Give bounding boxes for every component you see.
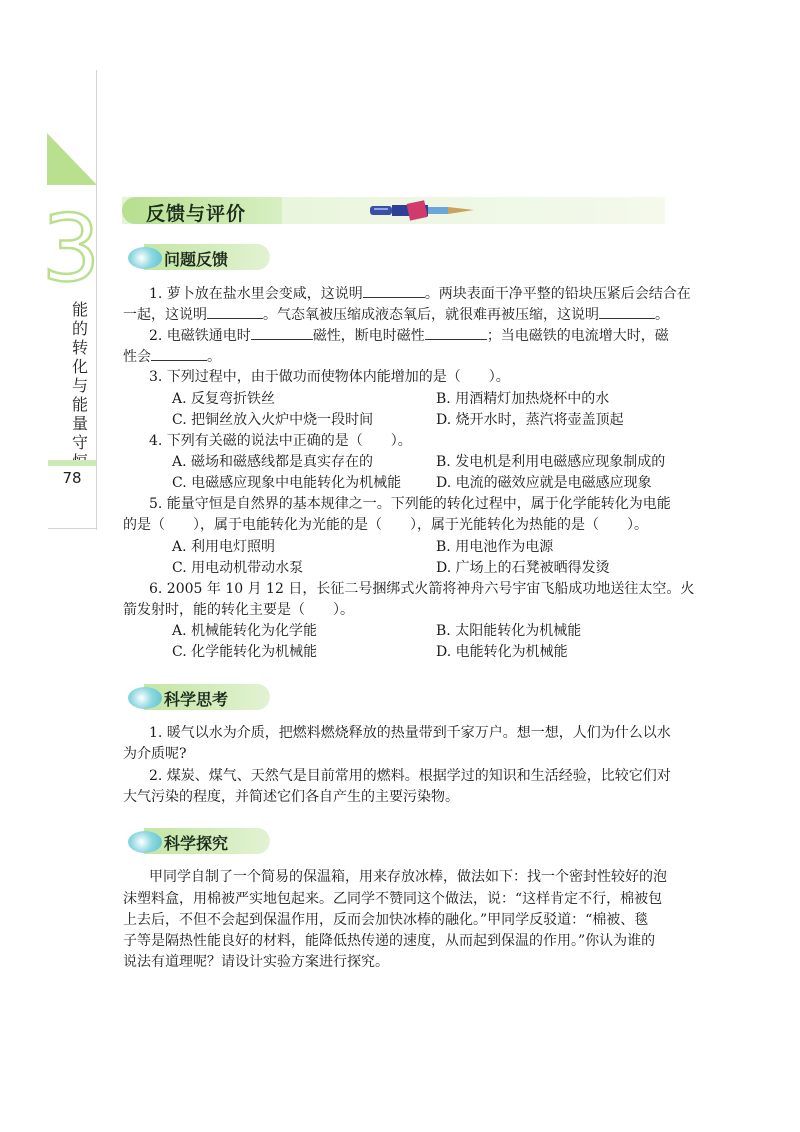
question-6-line-2: 箭发射时，能的转化主要是（ ）。 <box>123 602 354 618</box>
question-5-line-2: 的是（ ），属于电能转化为光能的是（ ），属于光能转化为热能的是（ ）。 <box>123 517 648 533</box>
fountain-pen-icon <box>370 200 480 222</box>
question-1-line-2: 一起，这说明 。气态氧被压缩成液态氧后，就很难再被压缩，这说明 。 <box>123 304 669 325</box>
question-4-option-c: C. 电磁感应现象中电能转化为机械能 <box>172 475 402 491</box>
question-4-option-d: D. 电流的磁效应就是电磁感应现象 <box>436 475 652 491</box>
page-number: 78 <box>48 460 96 494</box>
question-4: 4. 下列有关磁的说法中正确的是（ ）。 <box>149 433 412 449</box>
section-header-bubble <box>128 831 162 853</box>
thinking-2-line-2: 大气污染的程度，并简述它们各自产生的主要污染物。 <box>123 789 459 805</box>
question-3-option-d: D. 烧开水时，蒸汽将壶盖顶起 <box>436 412 624 428</box>
blank <box>599 304 655 319</box>
section-header-bubble <box>128 687 162 709</box>
question-4-option-b: B. 发电机是利用电磁感应现象制成的 <box>436 454 666 470</box>
section-header-label: 科学思考 <box>164 690 229 709</box>
question-3-option-b: B. 用酒精灯加热烧杯中的水 <box>436 391 610 407</box>
question-1-line-1: 1. 萝卜放在盐水里会变咸，这说明 。两块表面干净平整的铅块压紧后会结合在 <box>149 283 691 304</box>
section-header-thinking <box>128 684 278 712</box>
blank <box>425 325 487 340</box>
question-6-line-1: 6. 2005 年 10 月 12 日，长征二号捆绑式火箭将神舟六号宇宙飞船成功地送往太空。火 <box>149 581 695 597</box>
question-5-option-b: B. 用电池作为电源 <box>436 539 554 555</box>
blank <box>251 325 313 340</box>
chapter-number <box>41 195 101 302</box>
chapter-number-text: 3 <box>41 195 101 302</box>
thinking-2-line-1: 2. 煤炭、煤气、天然气是目前常用的燃料。根据学过的知识和生活经验，比较它们对 <box>149 768 671 784</box>
section-header-label: 问题反馈 <box>164 250 229 269</box>
question-6-option-d: D. 电能转化为机械能 <box>436 644 568 660</box>
blank <box>207 304 263 319</box>
blank <box>151 346 207 361</box>
question-4-option-a: A. 磁场和磁感线都是真实存在的 <box>172 454 374 470</box>
blank <box>363 283 425 298</box>
inquiry-line-1: 甲同学自制了一个简易的保温箱，用来存放冰棒，做法如下：找一个密封性较好的泡 <box>149 869 667 885</box>
corner-triangle-decoration <box>47 133 97 185</box>
section-header-feedback <box>128 244 278 272</box>
question-3: 3. 下列过程中，由于做功而使物体内能增加的是（ ）。 <box>149 369 510 385</box>
section-header-label: 科学探究 <box>164 834 229 853</box>
question-2-line-1: 2. 电磁铁通电时 磁性，断电时磁性 ；当电磁铁的电流增大时，磁 <box>149 325 669 346</box>
question-3-option-a: A. 反复弯折铁丝 <box>172 391 276 407</box>
chapter-title: 能的转化与能量守 <box>71 300 88 452</box>
section-header-bubble <box>128 247 162 269</box>
question-2-line-2: 性会 。 <box>123 346 221 367</box>
question-6-option-a: A. 机械能转化为化学能 <box>172 623 318 639</box>
banner-title: 反馈与评价 <box>146 203 247 225</box>
page-number-frame <box>48 494 97 529</box>
thinking-1-line-2: 为介质呢? <box>123 746 187 762</box>
question-5-option-c: C. 用电动机带动水泵 <box>172 560 304 576</box>
question-5-option-d: D. 广场上的石凳被晒得发烫 <box>436 560 610 576</box>
question-6-option-b: B. 太阳能转化为机械能 <box>436 623 582 639</box>
inquiry-line-5: 说法有道理呢？请设计实验方案进行探究。 <box>123 954 389 970</box>
inquiry-line-3: 上去后，不但不会起到保温作用，反而会加快冰棒的融化。”甲同学反驳道：“棉被、毯 <box>123 912 649 928</box>
question-3-option-c: C. 把铜丝放入火炉中烧一段时间 <box>172 412 374 428</box>
thinking-1-line-1: 1. 暖气以水为介质，把燃料燃烧释放的热量带到千家万户。想一想，人们为什么以水 <box>149 725 671 741</box>
inquiry-line-2: 沫塑料盒，用棉被严实地包起来。乙同学不赞同这个做法，说：“这样肯定不行，棉被包 <box>123 891 663 907</box>
section-header-inquiry <box>128 828 278 856</box>
question-5-line-1: 5. 能量守恒是自然界的基本规律之一。下列能的转化过程中，属于化学能转化为电能 <box>149 496 671 512</box>
inquiry-line-4: 子等是隔热性能良好的材料，能降低热传递的速度，从而起到保温的作用。”你认为谁的 <box>123 933 656 949</box>
question-6-option-c: C. 化学能转化为机械能 <box>172 644 318 660</box>
question-5-option-a: A. 利用电灯照明 <box>172 539 276 555</box>
